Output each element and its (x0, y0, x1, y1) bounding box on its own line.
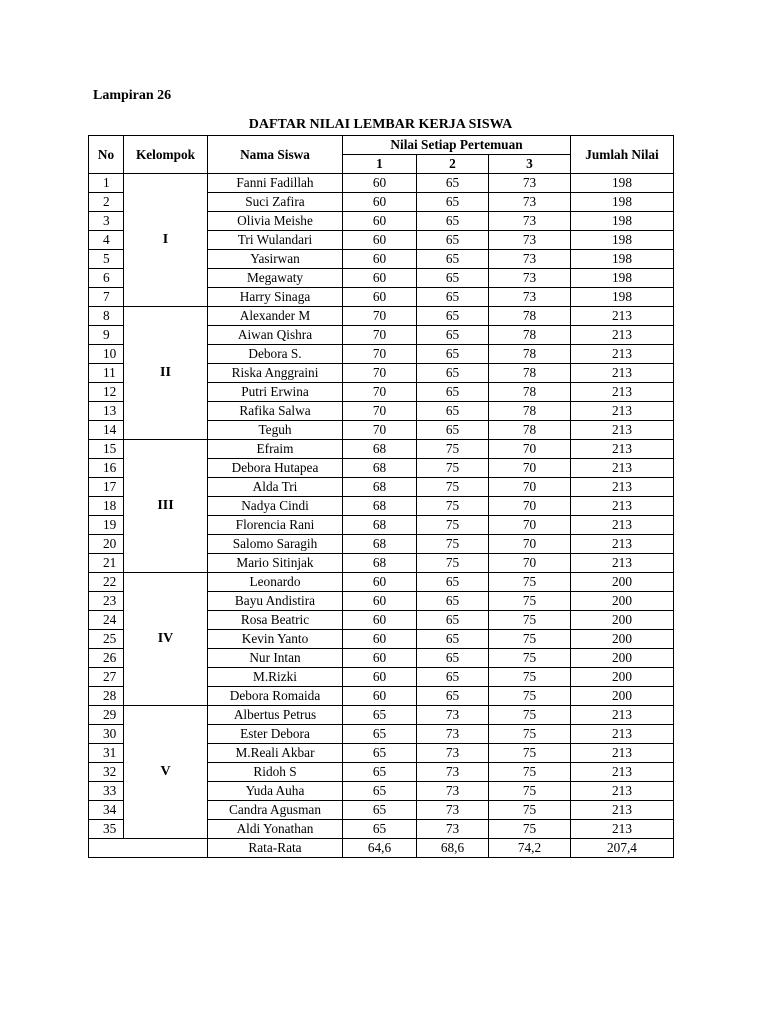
score-meeting-3: 73 (489, 212, 571, 231)
row-number: 5 (89, 250, 124, 269)
group-label: V (124, 706, 208, 839)
group-label: III (124, 440, 208, 573)
student-name: Mario Sitinjak (208, 554, 343, 573)
score-total: 213 (571, 345, 674, 364)
score-total: 213 (571, 801, 674, 820)
score-meeting-2: 65 (417, 687, 489, 706)
score-meeting-3: 78 (489, 307, 571, 326)
score-meeting-1: 70 (343, 402, 417, 421)
student-name: Ester Debora (208, 725, 343, 744)
student-name: Aldi Yonathan (208, 820, 343, 839)
score-meeting-3: 75 (489, 630, 571, 649)
score-meeting-3: 75 (489, 782, 571, 801)
score-meeting-3: 75 (489, 687, 571, 706)
header-no: No (89, 136, 124, 174)
score-meeting-1: 60 (343, 687, 417, 706)
score-meeting-3: 75 (489, 801, 571, 820)
score-total: 200 (571, 668, 674, 687)
score-meeting-2: 73 (417, 782, 489, 801)
score-total: 213 (571, 383, 674, 402)
score-meeting-1: 60 (343, 592, 417, 611)
score-meeting-2: 65 (417, 174, 489, 193)
row-number: 25 (89, 630, 124, 649)
score-meeting-2: 75 (417, 535, 489, 554)
score-meeting-1: 65 (343, 725, 417, 744)
score-total: 198 (571, 269, 674, 288)
score-meeting-1: 60 (343, 630, 417, 649)
score-meeting-2: 65 (417, 364, 489, 383)
score-meeting-3: 70 (489, 478, 571, 497)
student-name: Bayu Andistira (208, 592, 343, 611)
score-meeting-2: 75 (417, 497, 489, 516)
score-meeting-1: 65 (343, 706, 417, 725)
score-meeting-2: 65 (417, 383, 489, 402)
row-number: 16 (89, 459, 124, 478)
score-meeting-1: 68 (343, 535, 417, 554)
score-meeting-1: 68 (343, 554, 417, 573)
score-total: 213 (571, 459, 674, 478)
score-meeting-1: 60 (343, 231, 417, 250)
student-name: Suci Zafira (208, 193, 343, 212)
score-meeting-3: 70 (489, 440, 571, 459)
score-meeting-2: 65 (417, 592, 489, 611)
score-meeting-1: 60 (343, 269, 417, 288)
score-meeting-3: 75 (489, 763, 571, 782)
grades-table (88, 135, 674, 858)
header-name: Nama Siswa (208, 136, 343, 174)
row-number: 26 (89, 649, 124, 668)
student-name: Ridoh S (208, 763, 343, 782)
score-meeting-1: 68 (343, 497, 417, 516)
student-name: Debora S. (208, 345, 343, 364)
row-number: 30 (89, 725, 124, 744)
score-total: 213 (571, 706, 674, 725)
score-total: 200 (571, 573, 674, 592)
row-number: 13 (89, 402, 124, 421)
score-total: 213 (571, 307, 674, 326)
score-meeting-3: 70 (489, 554, 571, 573)
row-number: 28 (89, 687, 124, 706)
score-total: 213 (571, 516, 674, 535)
student-name: Leonardo (208, 573, 343, 592)
score-meeting-3: 78 (489, 402, 571, 421)
score-meeting-1: 70 (343, 421, 417, 440)
row-number: 35 (89, 820, 124, 839)
score-meeting-1: 60 (343, 212, 417, 231)
score-meeting-2: 65 (417, 573, 489, 592)
score-meeting-1: 70 (343, 307, 417, 326)
score-meeting-2: 73 (417, 744, 489, 763)
row-number: 17 (89, 478, 124, 497)
student-name: Riska Anggraini (208, 364, 343, 383)
score-total: 213 (571, 554, 674, 573)
header-meeting-3: 3 (489, 155, 571, 174)
score-meeting-3: 78 (489, 421, 571, 440)
table-row (89, 174, 674, 193)
score-meeting-2: 65 (417, 326, 489, 345)
row-number: 3 (89, 212, 124, 231)
group-label: II (124, 307, 208, 440)
score-meeting-3: 73 (489, 288, 571, 307)
student-name: M.Rizki (208, 668, 343, 687)
table-row (89, 440, 674, 459)
student-name: Aiwan Qishra (208, 326, 343, 345)
score-meeting-2: 65 (417, 402, 489, 421)
student-name: Alda Tri (208, 478, 343, 497)
score-total: 200 (571, 592, 674, 611)
score-meeting-1: 68 (343, 516, 417, 535)
score-meeting-1: 70 (343, 326, 417, 345)
score-meeting-1: 68 (343, 459, 417, 478)
score-total: 213 (571, 421, 674, 440)
row-number: 12 (89, 383, 124, 402)
score-total: 213 (571, 535, 674, 554)
score-meeting-1: 60 (343, 649, 417, 668)
score-meeting-1: 65 (343, 744, 417, 763)
score-meeting-2: 65 (417, 269, 489, 288)
score-meeting-3: 75 (489, 668, 571, 687)
row-number: 27 (89, 668, 124, 687)
score-meeting-2: 65 (417, 345, 489, 364)
score-meeting-1: 65 (343, 782, 417, 801)
score-meeting-2: 65 (417, 212, 489, 231)
score-meeting-3: 73 (489, 269, 571, 288)
table-row (89, 307, 674, 326)
student-name: Kevin Yanto (208, 630, 343, 649)
score-meeting-2: 75 (417, 459, 489, 478)
row-number: 10 (89, 345, 124, 364)
score-meeting-1: 60 (343, 193, 417, 212)
average-meeting-3: 74,2 (489, 839, 571, 858)
student-name: Fanni Fadillah (208, 174, 343, 193)
average-meeting-2: 68,6 (417, 839, 489, 858)
score-meeting-2: 75 (417, 516, 489, 535)
score-meeting-2: 65 (417, 288, 489, 307)
score-meeting-3: 75 (489, 725, 571, 744)
score-meeting-2: 65 (417, 630, 489, 649)
score-total: 213 (571, 478, 674, 497)
score-meeting-2: 65 (417, 231, 489, 250)
row-number: 14 (89, 421, 124, 440)
score-total: 200 (571, 649, 674, 668)
header-meeting-2: 2 (417, 155, 489, 174)
student-name: Megawaty (208, 269, 343, 288)
score-meeting-3: 73 (489, 250, 571, 269)
row-number: 24 (89, 611, 124, 630)
score-meeting-2: 75 (417, 440, 489, 459)
score-total: 198 (571, 250, 674, 269)
average-blank-cell (89, 839, 208, 858)
score-meeting-3: 75 (489, 573, 571, 592)
student-name: Alexander M (208, 307, 343, 326)
student-name: Tri Wulandari (208, 231, 343, 250)
score-total: 213 (571, 364, 674, 383)
score-meeting-1: 70 (343, 364, 417, 383)
row-number: 19 (89, 516, 124, 535)
score-meeting-3: 78 (489, 383, 571, 402)
score-total: 213 (571, 820, 674, 839)
score-meeting-2: 73 (417, 706, 489, 725)
student-name: Nur Intan (208, 649, 343, 668)
score-total: 198 (571, 212, 674, 231)
score-total: 213 (571, 763, 674, 782)
student-name: M.Reali Akbar (208, 744, 343, 763)
score-meeting-2: 73 (417, 820, 489, 839)
score-meeting-2: 73 (417, 801, 489, 820)
row-number: 22 (89, 573, 124, 592)
student-name: Nadya Cindi (208, 497, 343, 516)
student-name: Putri Erwina (208, 383, 343, 402)
document-title: DAFTAR NILAI LEMBAR KERJA SISWA (248, 117, 513, 132)
score-meeting-3: 73 (489, 231, 571, 250)
score-total: 213 (571, 440, 674, 459)
row-number: 21 (89, 554, 124, 573)
row-number: 29 (89, 706, 124, 725)
row-number: 18 (89, 497, 124, 516)
row-number: 33 (89, 782, 124, 801)
score-meeting-1: 60 (343, 288, 417, 307)
student-name: Yuda Auha (208, 782, 343, 801)
score-meeting-3: 75 (489, 706, 571, 725)
score-total: 213 (571, 782, 674, 801)
score-meeting-2: 65 (417, 193, 489, 212)
grades-body (89, 174, 674, 839)
score-meeting-2: 65 (417, 307, 489, 326)
score-total: 198 (571, 174, 674, 193)
row-number: 6 (89, 269, 124, 288)
score-meeting-2: 75 (417, 554, 489, 573)
score-meeting-3: 75 (489, 820, 571, 839)
score-total: 213 (571, 326, 674, 345)
score-meeting-3: 78 (489, 364, 571, 383)
score-meeting-1: 70 (343, 383, 417, 402)
score-meeting-3: 75 (489, 744, 571, 763)
score-total: 213 (571, 725, 674, 744)
row-number: 1 (89, 174, 124, 193)
group-label: I (124, 174, 208, 307)
student-name: Albertus Petrus (208, 706, 343, 725)
score-meeting-2: 73 (417, 763, 489, 782)
student-name: Candra Agusman (208, 801, 343, 820)
row-number: 23 (89, 592, 124, 611)
student-name: Florencia Rani (208, 516, 343, 535)
student-name: Olivia Meishe (208, 212, 343, 231)
score-meeting-3: 70 (489, 459, 571, 478)
score-meeting-3: 78 (489, 326, 571, 345)
score-meeting-2: 65 (417, 611, 489, 630)
score-meeting-1: 68 (343, 440, 417, 459)
score-meeting-2: 73 (417, 725, 489, 744)
average-label: Rata-Rata (208, 839, 343, 858)
table-row (89, 573, 674, 592)
score-meeting-2: 75 (417, 478, 489, 497)
score-meeting-3: 78 (489, 345, 571, 364)
score-meeting-2: 65 (417, 250, 489, 269)
score-total: 198 (571, 193, 674, 212)
score-meeting-3: 70 (489, 497, 571, 516)
appendix-label: Lampiran 26 (93, 88, 172, 103)
header-row-1 (89, 136, 674, 155)
header-total: Jumlah Nilai (571, 136, 674, 174)
row-number: 11 (89, 364, 124, 383)
row-number: 34 (89, 801, 124, 820)
score-meeting-1: 60 (343, 611, 417, 630)
score-total: 198 (571, 288, 674, 307)
row-number: 8 (89, 307, 124, 326)
score-meeting-1: 70 (343, 345, 417, 364)
score-meeting-3: 70 (489, 535, 571, 554)
student-name: Teguh (208, 421, 343, 440)
average-row (89, 839, 674, 858)
row-number: 31 (89, 744, 124, 763)
row-number: 9 (89, 326, 124, 345)
score-meeting-1: 60 (343, 668, 417, 687)
header-scores-group: Nilai Setiap Pertemuan (343, 136, 571, 155)
score-meeting-3: 75 (489, 649, 571, 668)
score-total: 200 (571, 630, 674, 649)
score-total: 200 (571, 611, 674, 630)
group-label: IV (124, 573, 208, 706)
score-meeting-1: 60 (343, 174, 417, 193)
table-row (89, 706, 674, 725)
average-meeting-1: 64,6 (343, 839, 417, 858)
row-number: 4 (89, 231, 124, 250)
row-number: 15 (89, 440, 124, 459)
score-meeting-1: 65 (343, 801, 417, 820)
score-total: 213 (571, 497, 674, 516)
score-total: 198 (571, 231, 674, 250)
student-name: Debora Hutapea (208, 459, 343, 478)
student-name: Salomo Saragih (208, 535, 343, 554)
score-total: 213 (571, 402, 674, 421)
score-total: 200 (571, 687, 674, 706)
score-total: 213 (571, 744, 674, 763)
score-meeting-2: 65 (417, 668, 489, 687)
student-name: Rosa Beatric (208, 611, 343, 630)
score-meeting-1: 68 (343, 478, 417, 497)
score-meeting-1: 60 (343, 250, 417, 269)
row-number: 20 (89, 535, 124, 554)
header-meeting-1: 1 (343, 155, 417, 174)
average-total: 207,4 (571, 839, 674, 858)
score-meeting-1: 65 (343, 763, 417, 782)
student-name: Yasirwan (208, 250, 343, 269)
score-meeting-1: 65 (343, 820, 417, 839)
row-number: 7 (89, 288, 124, 307)
student-name: Efraim (208, 440, 343, 459)
score-meeting-3: 75 (489, 592, 571, 611)
score-meeting-3: 75 (489, 611, 571, 630)
score-meeting-3: 73 (489, 193, 571, 212)
student-name: Harry Sinaga (208, 288, 343, 307)
score-meeting-2: 65 (417, 421, 489, 440)
score-meeting-1: 60 (343, 573, 417, 592)
student-name: Debora Romaida (208, 687, 343, 706)
score-meeting-3: 73 (489, 174, 571, 193)
row-number: 2 (89, 193, 124, 212)
student-name: Rafika Salwa (208, 402, 343, 421)
header-group: Kelompok (124, 136, 208, 174)
score-meeting-3: 70 (489, 516, 571, 535)
row-number: 32 (89, 763, 124, 782)
score-meeting-2: 65 (417, 649, 489, 668)
